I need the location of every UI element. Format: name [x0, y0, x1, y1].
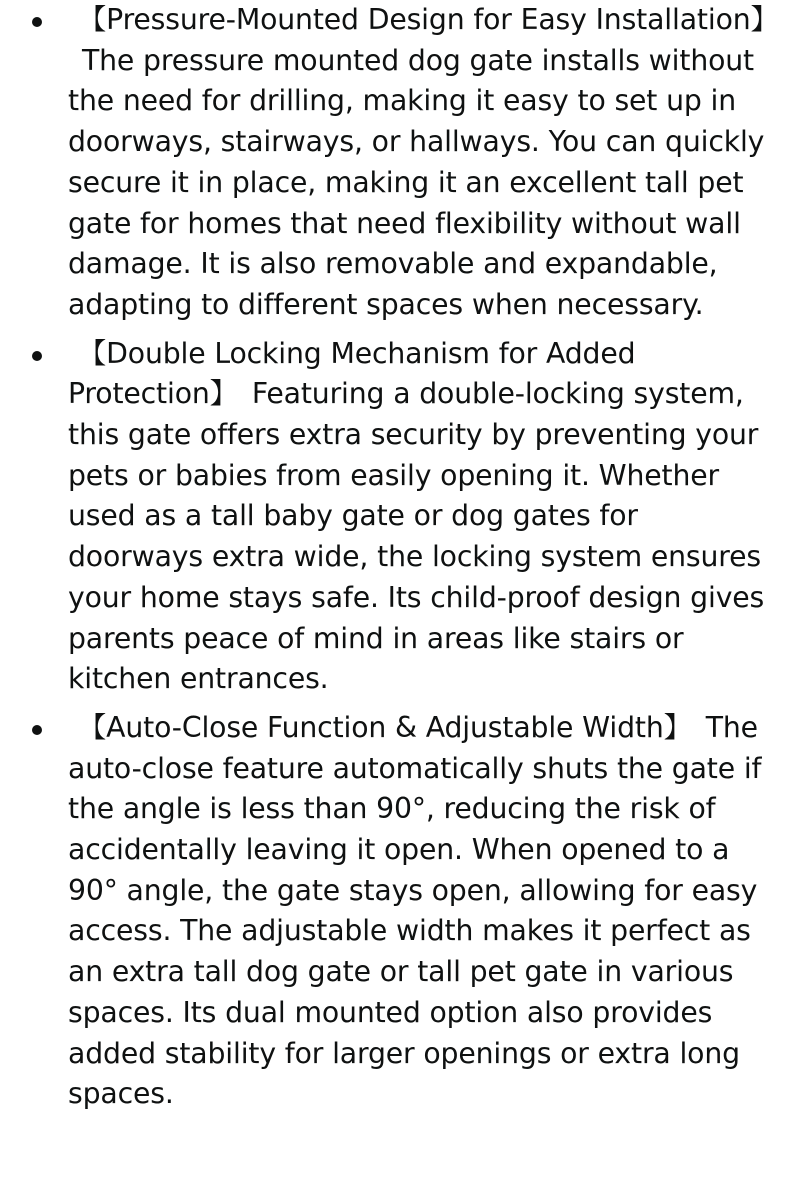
feature-text: Featuring a double-locking system, this gate offers extra security by preventing your pets or babies from easily opening it. Whether used as a tall baby gate or dog gates for doorways extra wide, the locking system ensures your home stays safe. Its child-proof design gives parents peace of mind in areas like stairs or kitchen entrances. [68, 377, 765, 696]
bullet-dot-icon [32, 725, 42, 735]
bullet-dot-icon [32, 351, 42, 361]
feature-text: The pressure mounted dog gate installs without the need for drilling, making it easy to set up in doorways, stairways, or hallways. You can quickly secure it in place, making it an excellent tall pet gate for homes that need flexibility without wall damage. It is also removable and expandable, adapting to different spaces when necessary. [68, 43, 765, 321]
feature-title: 【Auto-Close Function & Adjustable Width】 [78, 710, 692, 744]
feature-bullet-item [0, 708, 801, 1115]
feature-title: 【Pressure-Mounted Design for Easy Installation】 [78, 3, 779, 36]
feature-bullet-item [0, 0, 801, 326]
bullet-dot-icon [32, 17, 42, 27]
feature-title: 【Double Locking Mechanism for Added Protection】 [68, 336, 636, 411]
feature-text: The auto-close feature automatically shuts the gate if the angle is less than 90°, reducing the risk of accidentally leaving it open. When opened to a 90° angle, the gate stays open, allowing for easy access. The adjustable width makes it perfect as an extra tall dog gate or tall pet gate in various spaces. Its dual mounted option also provides added stability for larger openings or extra long spaces. [68, 710, 762, 1111]
feature-bullet-item [0, 334, 801, 700]
